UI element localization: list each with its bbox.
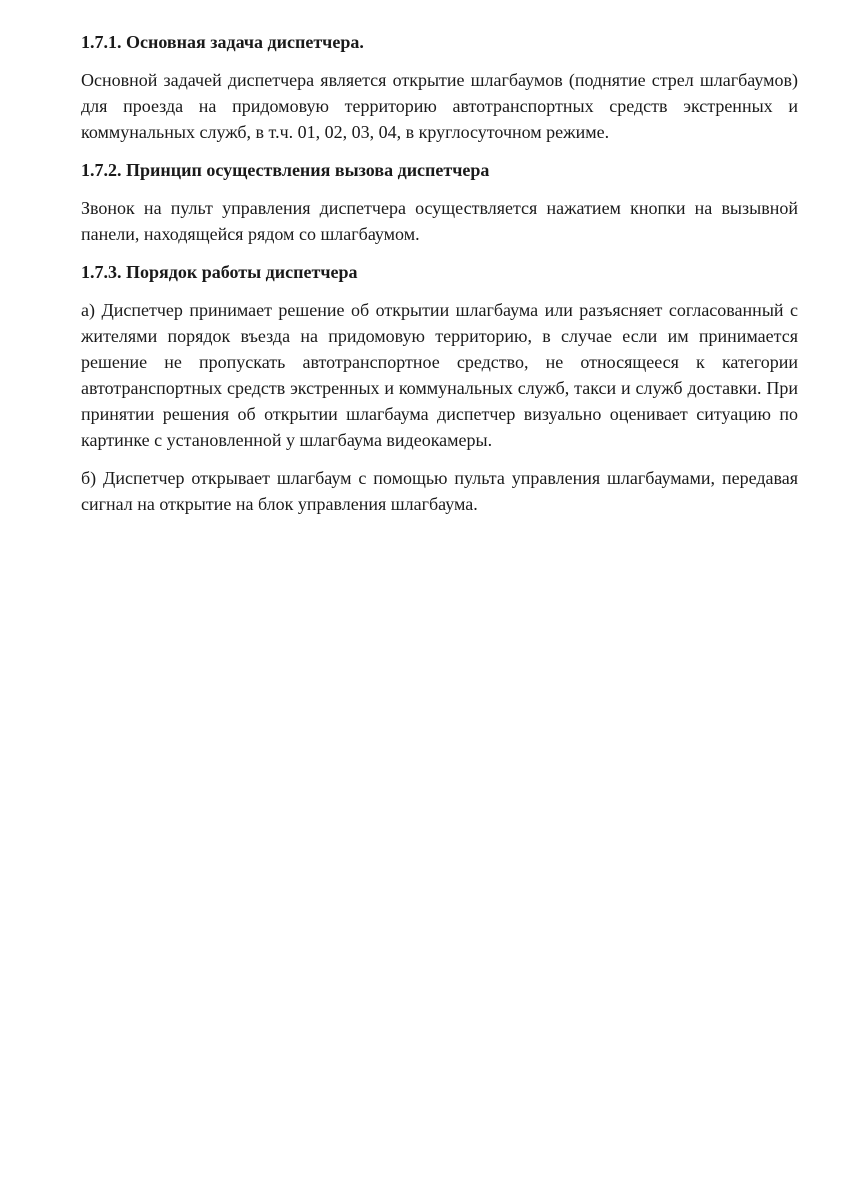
- section-paragraph: а) Диспетчер принимает решение об открытии шлагбаума или разъясняет согласованный с жителями порядок въезда на придомовую территорию, в случае если им принимается решение не пропускать автотранспортное средство, не относящееся к категории автотранспортных средств экстренных и коммунальных служб, такси и служб доставки. При принятии решения об открытии шлагбаума диспетчер визуально оценивает ситуацию по картинке с установленной у шлагбаума видеокамеры.: [81, 300, 798, 450]
- section-paragraph: Звонок на пульт управления диспетчера осуществляется нажатием кнопки на вызывной панели, находящейся рядом со шлагбаумом.: [81, 198, 798, 244]
- section-heading: 1.7.2. Принцип осуществления вызова диспетчера: [81, 160, 490, 180]
- section-1-7-1: [81, 29, 798, 145]
- section-1-7-3: [81, 259, 798, 517]
- section-paragraph: б) Диспетчер открывает шлагбаум с помощью пульта управления шлагбаумами, передавая сигнал на открытие на блок управления шлагбаума.: [81, 468, 798, 514]
- section-heading: 1.7.3. Порядок работы диспетчера: [81, 262, 358, 282]
- section-paragraph: Основной задачей диспетчера является открытие шлагбаумов (поднятие стрел шлагбаумов) для проезда на придомовую территорию автотранспортных средств экстренных и коммунальных служб, в т.ч. 01, 02, 03, 04, в круглосуточном режиме.: [81, 70, 798, 142]
- section-1-7-2: [81, 157, 798, 247]
- document-page: [81, 29, 798, 529]
- section-heading: 1.7.1. Основная задача диспетчера.: [81, 32, 364, 52]
